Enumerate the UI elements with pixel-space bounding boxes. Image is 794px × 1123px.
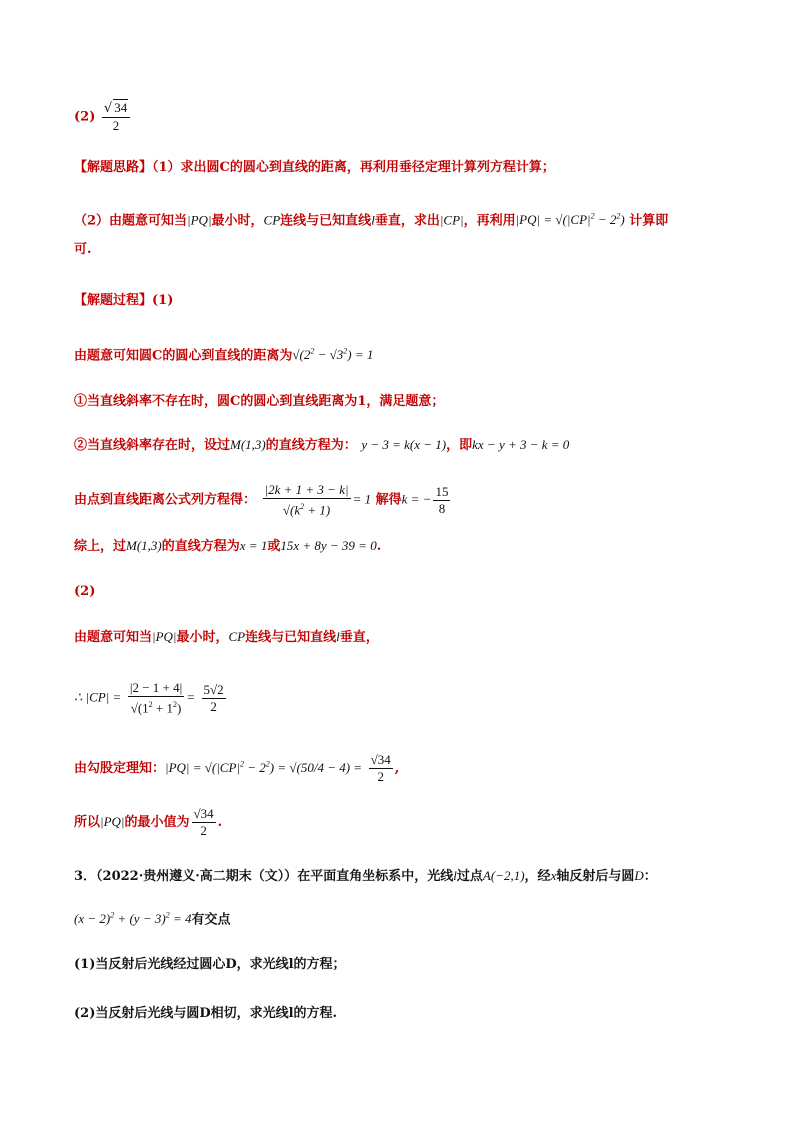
process-part-2: (2)	[74, 584, 96, 599]
idea-line-1: 【解题思路】（1）求出圆C的圆心到直线的距离，再利用垂径定理计算列方程计算；	[74, 160, 555, 175]
process-pythagoras: 由勾股定理知：$|PQ| = √(|CP|^2 - 2^2) = √(50/4 - 4)$ = $\frac{√34}{2}$ ,	[74, 752, 400, 784]
idea-line-3: 可.	[74, 242, 92, 257]
idea-line-2: （2）由题意可知当|PQ|最小时，CP连线与已知直线l垂直，求出|CP|，再利用$|PQ| = √(|CP|^2 - 2^2)$ 计算即	[74, 212, 669, 229]
process-header: 【解题过程】(1)	[74, 293, 174, 308]
process-case-1: ①当直线斜率不存在时，圆C的圆心到直线距离为1，满足题意；	[74, 394, 445, 409]
process-conclusion: 综上，过M(1,3)的直线方程为x = 1或15x + 8y − 39 = 0.	[74, 538, 382, 554]
problem3-circle: $(x - 2)^2 + (y - 3)^2 = 4$有交点	[74, 911, 231, 928]
process-formula: 由点到直线距离公式列方程得： $\frac{|2k + 1 + 3 - k|}{√(k^2 + 1)}$ = 1 解得k = − $\frac{15}{8}$	[74, 482, 449, 518]
answer-fraction: $\frac{√ 34}{2}$	[102, 100, 130, 134]
process-p2-line: 由题意可知当|PQ|最小时，CP连线与已知直线l垂直，	[74, 629, 379, 645]
part2-answer: (2) $\frac{√ 34}{2}$	[74, 100, 754, 134]
problem3-q1: (1)当反射后光线经过圆心D，求光线l的方程；	[74, 957, 346, 972]
process-cp-calc: ∴ |CP| = $\frac{|2 - 1 + 4|}{√(1^2 + 1^2)}$ = $\frac{5√2}{2}$	[74, 680, 224, 716]
process-distance: 由题意可知圆C的圆心到直线的距离为$√(2^2 - √3^2) = 1$	[74, 347, 374, 364]
problem3-intro: 3．（2022·贵州遵义·高二期末（文））在平面直角坐标系中，光线l过点A(−2,1)，经x轴反射后与圆D：	[74, 868, 657, 884]
process-case-2: ②当直线斜率存在时，设过M(1,3)的直线方程为： y − 3 = k(x − 1)，即kx − y + 3 − k = 0	[74, 437, 570, 453]
process-minimum: 所以|PQ|的最小值为 $\frac{√34}{2}$ .	[74, 806, 223, 838]
problem3-q2: (2)当反射后光线与圆D相切，求光线l的方程.	[74, 1006, 338, 1021]
